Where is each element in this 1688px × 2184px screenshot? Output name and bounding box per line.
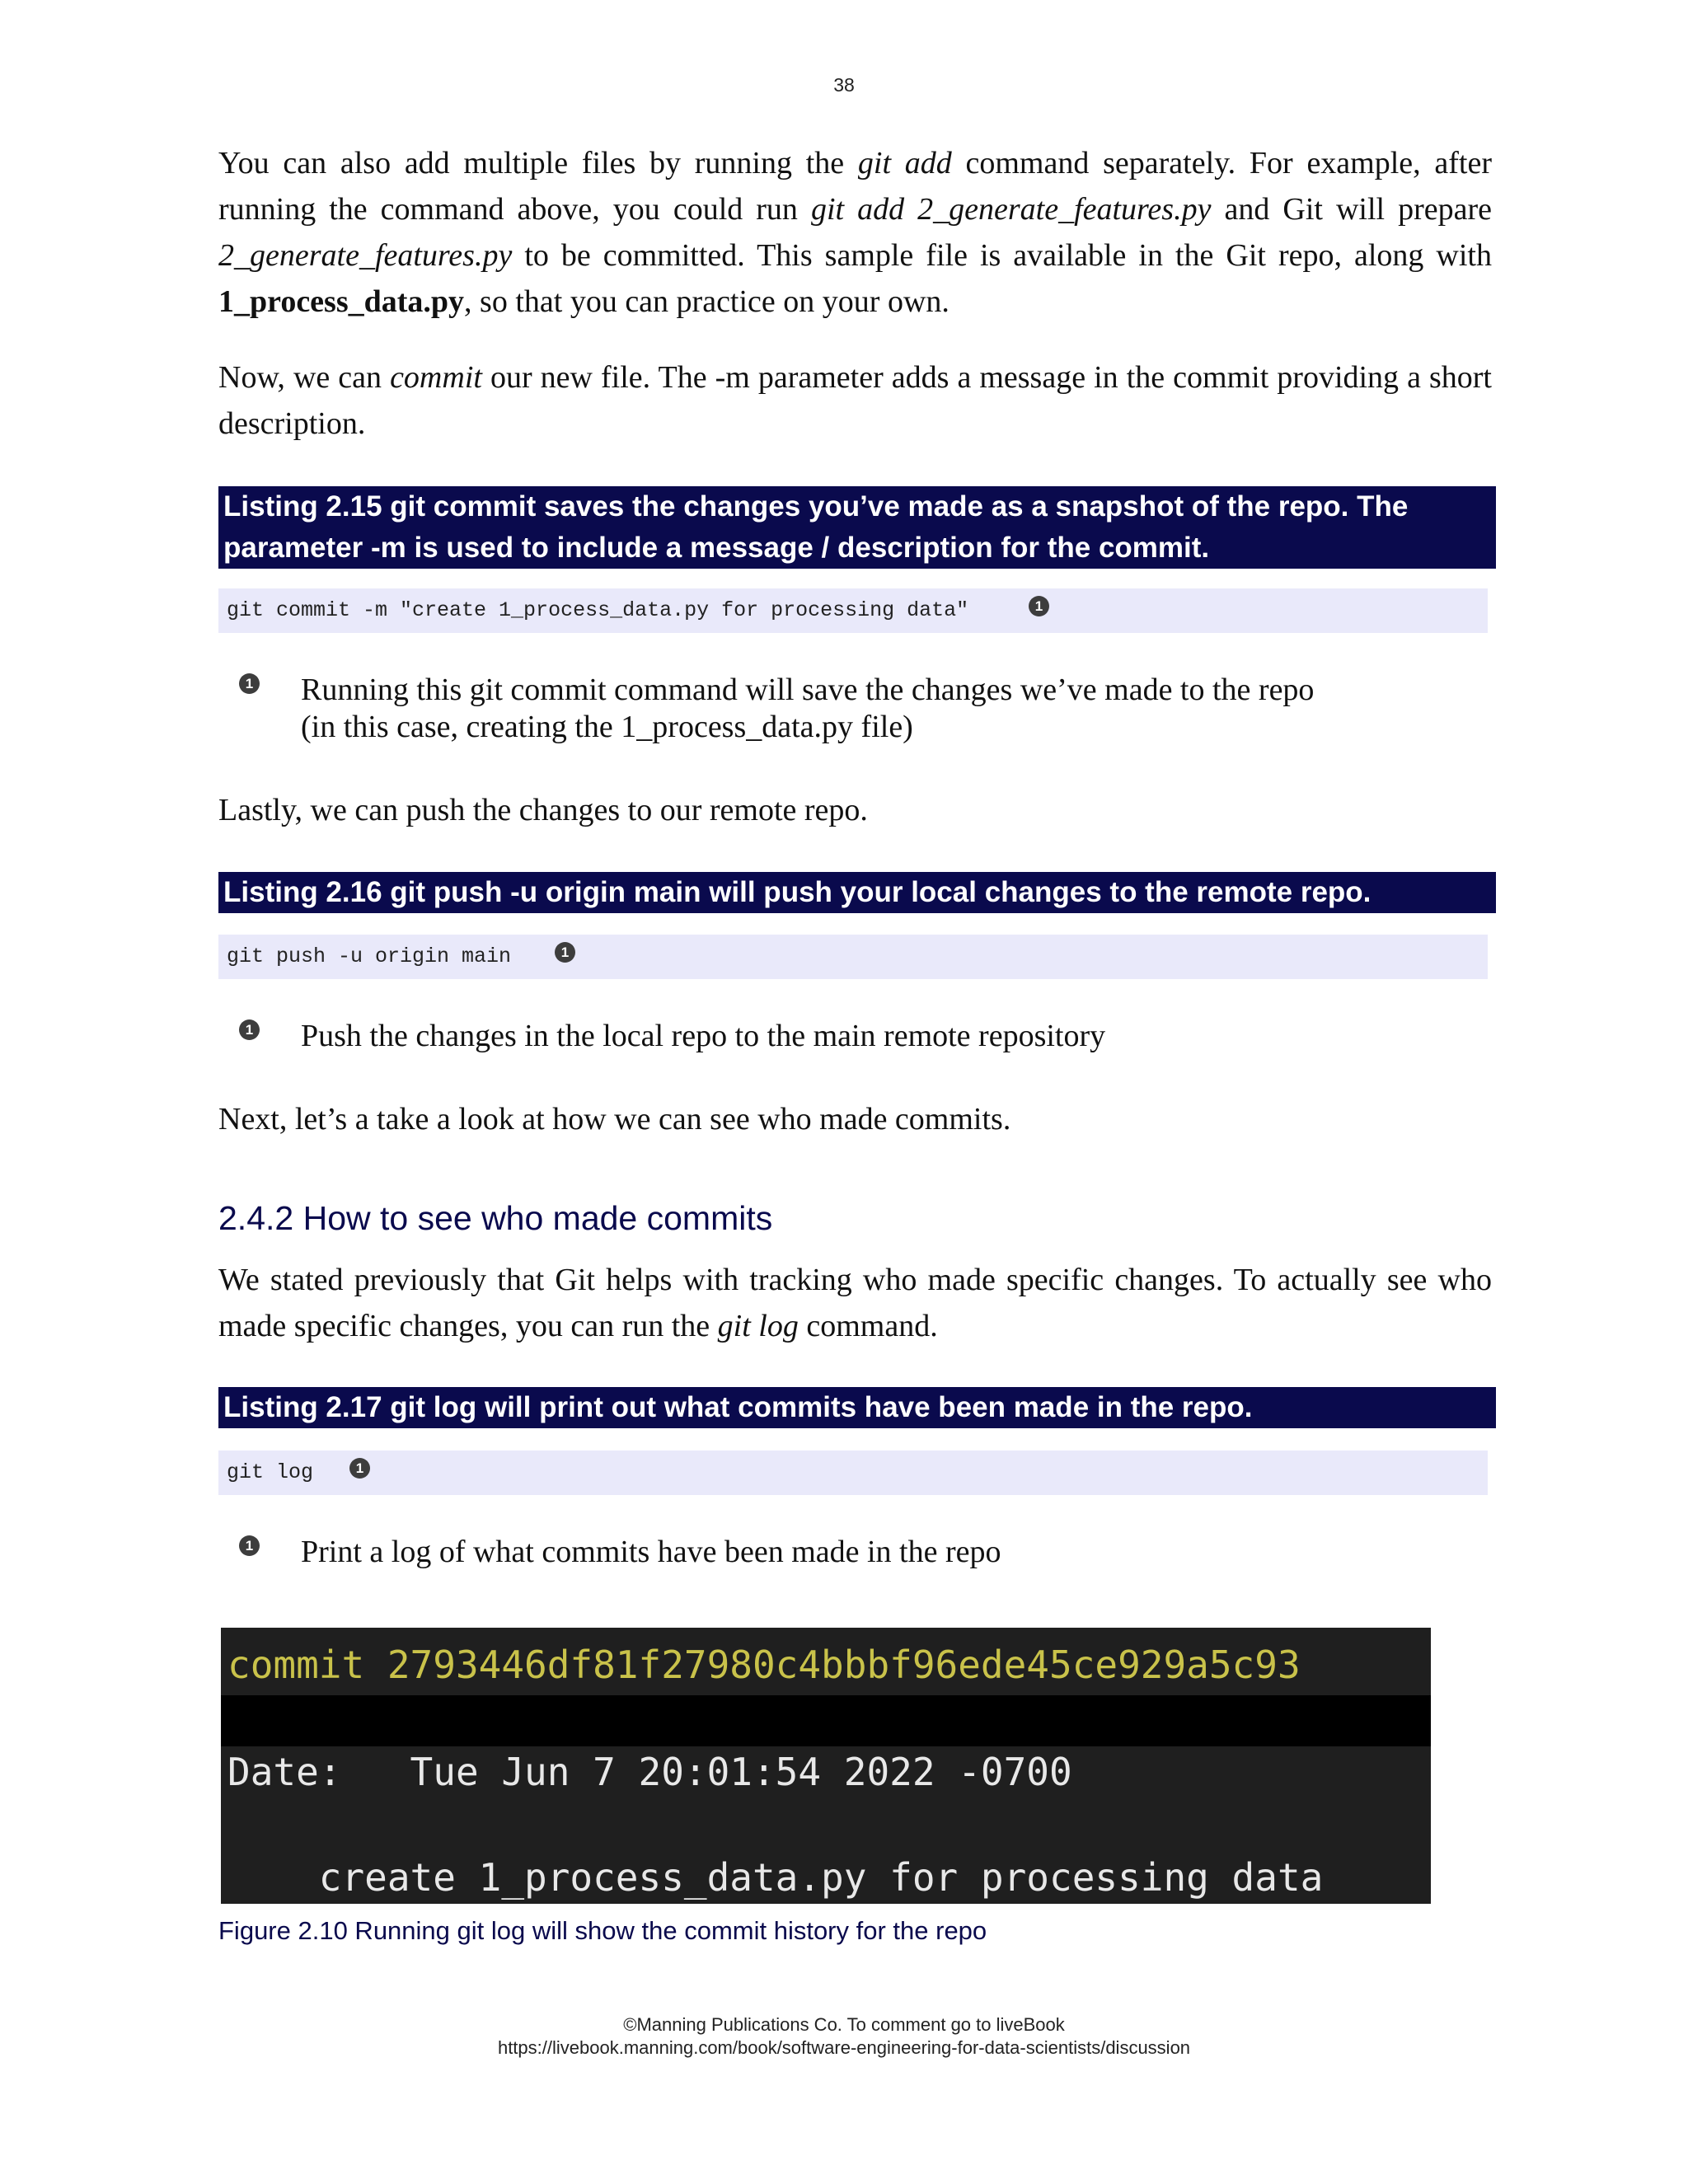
paragraph-push-intro: Lastly, we can push the changes to our remote repo.	[218, 793, 868, 827]
code-block-git-commit[interactable]	[218, 588, 1488, 633]
terminal-commit-line: commit 2793446df81f27980c4bbbf96ede45ce929a5c93	[227, 1643, 1301, 1687]
terminal-redacted-band	[221, 1695, 1431, 1746]
listing-2-16-header: Listing 2.16 git push -u origin main will push your local changes to the remote repo.	[218, 872, 1496, 913]
listing-2-17-header: Listing 2.17 git log will print out what commits have been made in the repo.	[218, 1387, 1496, 1428]
listing-2-15-header: Listing 2.15 git commit saves the changes you’ve made as a snapshot of the repo. The parameter -m is used to include a message / description for the commit.	[218, 486, 1496, 569]
callout-marker-icon: 1	[239, 673, 260, 694]
terminal-date-line: Date: Tue Jun 7 20:01:54 2022 -0700	[227, 1750, 1072, 1794]
callout-marker-icon: 1	[349, 1458, 370, 1479]
code-block-git-push[interactable]	[218, 935, 1488, 979]
paragraph-commit-intro: Now, we can commit our new file. The -m parameter adds a message in the commit providing a short description.	[218, 360, 1492, 441]
code-text: git commit -m "create 1_process_data.py for processing data"	[227, 598, 969, 622]
paragraph-git-log-intro: We stated previously that Git helps with tracking who made specific changes. To actually see who made specific changes, you can run the git log command.	[218, 1263, 1492, 1343]
callout-marker-icon: 1	[239, 1019, 260, 1040]
callout-marker-icon: 1	[555, 942, 575, 963]
listing-2-15-annotation: Running this git commit command will save the changes we’ve made to the repo (in this case, creating the 1_process_data.py file)	[301, 673, 1315, 744]
page-number: 38	[833, 74, 855, 96]
code-text: git log	[227, 1460, 314, 1484]
section-heading: 2.4.2 How to see who made commits	[218, 1199, 773, 1237]
code-text: git push -u origin main	[227, 944, 512, 968]
footer-copyright: ©Manning Publications Co. To comment go to liveBook	[623, 2014, 1065, 2035]
callout-marker-icon: 1	[239, 1535, 260, 1556]
listing-2-16-annotation: Push the changes in the local repo to the main remote repository	[301, 1019, 1106, 1053]
listing-2-17-annotation: Print a log of what commits have been made in the repo	[301, 1535, 1001, 1569]
terminal-screenshot	[221, 1628, 1431, 1904]
footer-url[interactable]: https://livebook.manning.com/book/software-engineering-for-data-scientists/discussion	[497, 2037, 1191, 2058]
figure-caption: Figure 2.10 Running git log will show the commit history for the repo	[218, 1916, 987, 1945]
paragraph-who-made-commits: Next, let’s a take a look at how we can see who made commits.	[218, 1102, 1011, 1137]
callout-marker-icon: 1	[1029, 596, 1049, 616]
code-block-git-log[interactable]	[218, 1451, 1488, 1495]
paragraph-git-add-multiple: You can also add multiple files by running the git add command separately. For example, after running the command above, you could run git add 2_generate_features.py and Git will prepare 2_generate_features.py to be committed. This sample file is available in the Git repo, along with 1_process_data.py, so that you can practice on your own.	[218, 146, 1493, 319]
terminal-message-line: create 1_process_data.py for processing data	[227, 1855, 1324, 1900]
